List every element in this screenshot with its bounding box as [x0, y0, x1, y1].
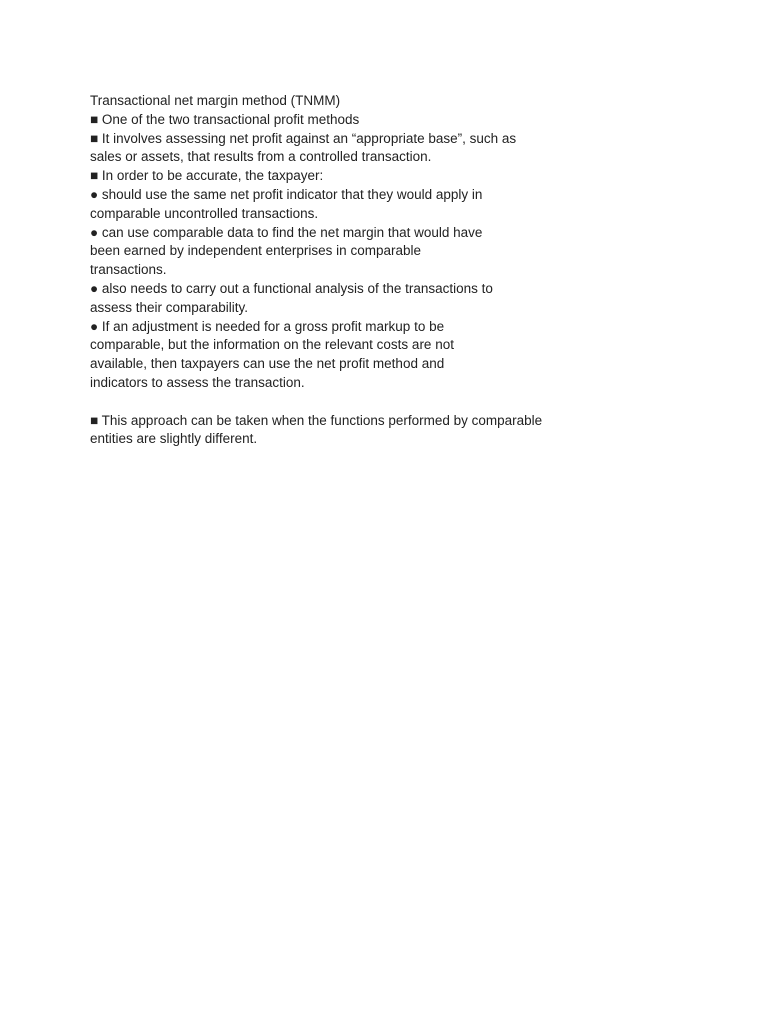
sub-bullet-line: ● also needs to carry out a functional analysis of the transactions to: [90, 280, 493, 296]
text-line: transactions.: [90, 262, 167, 278]
text-line: comparable uncontrolled transactions.: [90, 205, 319, 221]
bullet-line: ■ It involves assessing net profit against an “appropriate base”, such as: [90, 130, 517, 146]
text-line: indicators to assess the transaction.: [90, 374, 305, 390]
text-line: available, then taxpayers can use the net profit method and: [90, 356, 445, 372]
bullet-line: ■ One of the two transactional profit methods: [90, 111, 360, 127]
blank-line: [90, 393, 750, 412]
sub-bullet-line: ● If an adjustment is needed for a gross profit markup to be: [90, 318, 445, 334]
bullet-line: ■ In order to be accurate, the taxpayer:: [90, 168, 324, 184]
sub-bullet-line: ● can use comparable data to find the net margin that would have: [90, 224, 483, 240]
bullet-line: ■ This approach can be taken when the functions performed by comparable: [90, 412, 543, 428]
text-line: entities are slightly different.: [90, 431, 258, 447]
sub-bullet-line: ● should use the same net profit indicator that they would apply in: [90, 186, 483, 202]
document-page: [90, 92, 750, 449]
text-line: been earned by independent enterprises in comparable: [90, 243, 421, 259]
document-title: Transactional net margin method (TNMM): [90, 93, 341, 108]
text-line: assess their comparability.: [90, 299, 249, 315]
text-line: sales or assets, that results from a controlled transaction.: [90, 149, 432, 165]
text-line: comparable, but the information on the relevant costs are not: [90, 337, 454, 353]
